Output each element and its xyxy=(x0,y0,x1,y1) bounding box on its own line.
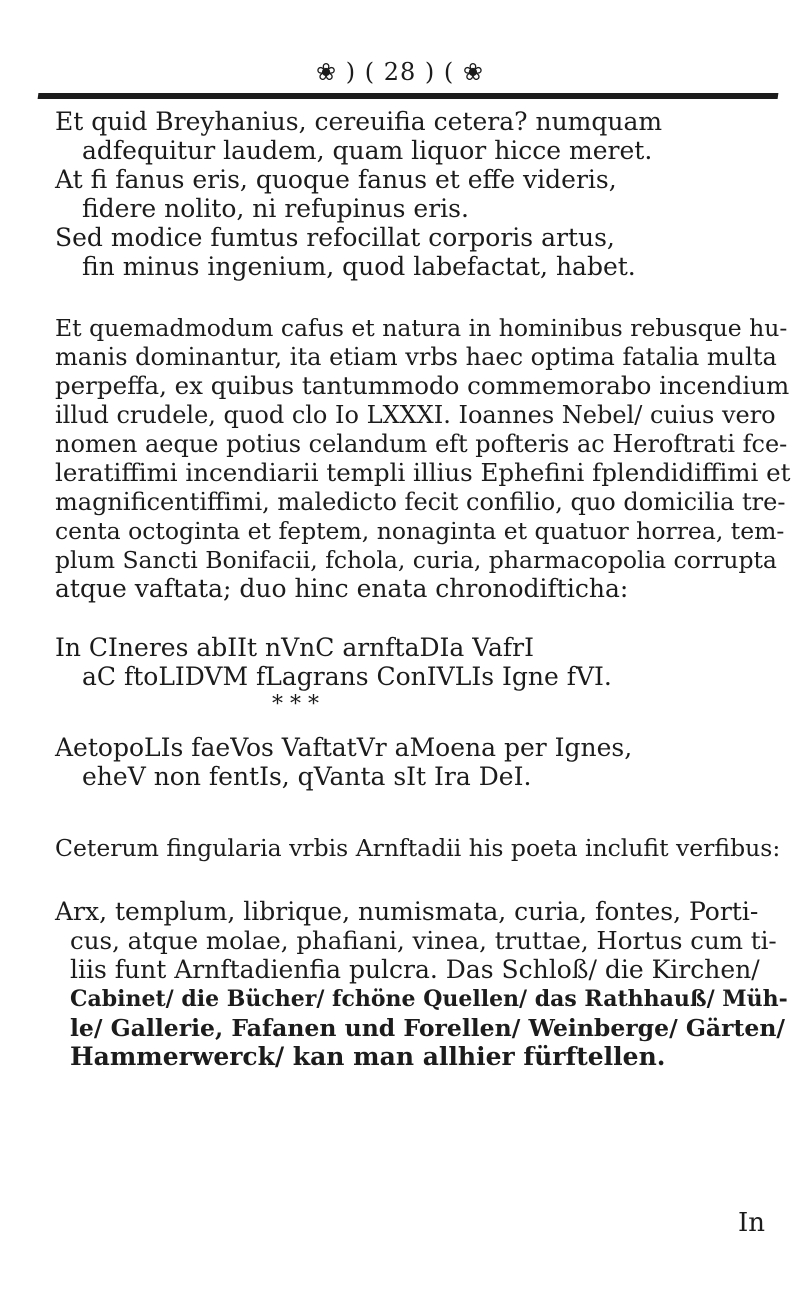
paragraph-line: Et quemadmodum cafus et natura in hominibus rebusque hu- xyxy=(55,314,788,342)
paragraph-line: leratiffimi incendiarii templi illius Ephefini fplendidiffimi et xyxy=(55,458,791,487)
poem-line: adfequitur laudem, quam liquor hicce meret. xyxy=(82,136,653,165)
paragraph-line: manis dominantur, ita etiam vrbs haec optima fatalia multa xyxy=(55,343,777,371)
poem-line: At fi fanus eris, quoque fanus et effe videris, xyxy=(55,165,617,194)
paragraph-line: perpeffa, ex quibus tantummodo commemorabo incendium xyxy=(55,371,790,400)
verse-line: liis funt Arnftadienfia pulcra. Das Schloß/ die Kirchen/ xyxy=(70,955,760,984)
poem-line: Et quid Breyhanius, cereuifia cetera? numquam xyxy=(55,107,663,136)
verse-line: Hammerwerck/ kan man allhier fürftellen. xyxy=(70,1042,666,1071)
chronodistich-line: AetopoLIs faeVos VaftatVr aMoena per Ignes, xyxy=(55,733,633,762)
paragraph-line: magnificentiffimi, maledicto fecit confilio, quo domicilia tre- xyxy=(55,488,786,516)
ornament-stars: * * * xyxy=(272,692,319,717)
poem-line: fin minus ingenium, quod labefactat, habet. xyxy=(82,252,636,281)
header-rule xyxy=(38,93,779,99)
paragraph-line: centa octoginta et feptem, nonaginta et quatuor horrea, tem- xyxy=(55,517,785,545)
chronodistich-line: In CIneres abIIt nVnC arnftaDIa VafrI xyxy=(55,633,535,662)
verse-line: Arx, templum, librique, numismata, curia, fontes, Porti- xyxy=(55,897,759,926)
poem-line: fidere nolito, ni refupinus eris. xyxy=(82,194,469,223)
paragraph-line: plum Sancti Bonifacii, fchola, curia, pharmacopolia corrupta xyxy=(55,546,777,574)
page-header: ❀ ) ( 28 ) ( ❀ xyxy=(316,58,484,86)
verse-line: le/ Gallerie, Fafanen und Forellen/ Weinberge/ Gärten/ xyxy=(70,1014,785,1042)
verse-line: cus, atque molae, phafiani, vinea, truttae, Hortus cum ti- xyxy=(70,926,777,955)
verse-line: Cabinet/ die Bücher/ fchöne Quellen/ das Rathhauß/ Müh- xyxy=(70,986,788,1012)
poem-line: Sed modice fumtus refocillat corporis artus, xyxy=(55,223,615,252)
paragraph-line: atque vaftata; duo hinc enata chronodifticha: xyxy=(55,574,629,603)
paragraph-line: nomen aeque potius celandum eft pofteris ac Heroftrati fce- xyxy=(55,430,788,458)
chronodistich-line: aC ftoLIDVM fLagrans ConIVLIs Igne fVI. xyxy=(82,662,612,691)
paragraph-line: Ceterum fingularia vrbis Arnftadii his poeta inclufit verfibus: xyxy=(55,834,781,862)
catchword: In xyxy=(738,1208,766,1238)
paragraph-line: illud crudele, quod clo Io LXXXI. Ioannes Nebel/ cuius vero xyxy=(55,401,776,429)
chronodistich-line: eheV non fentIs, qVanta sIt Ira DeI. xyxy=(82,762,532,791)
